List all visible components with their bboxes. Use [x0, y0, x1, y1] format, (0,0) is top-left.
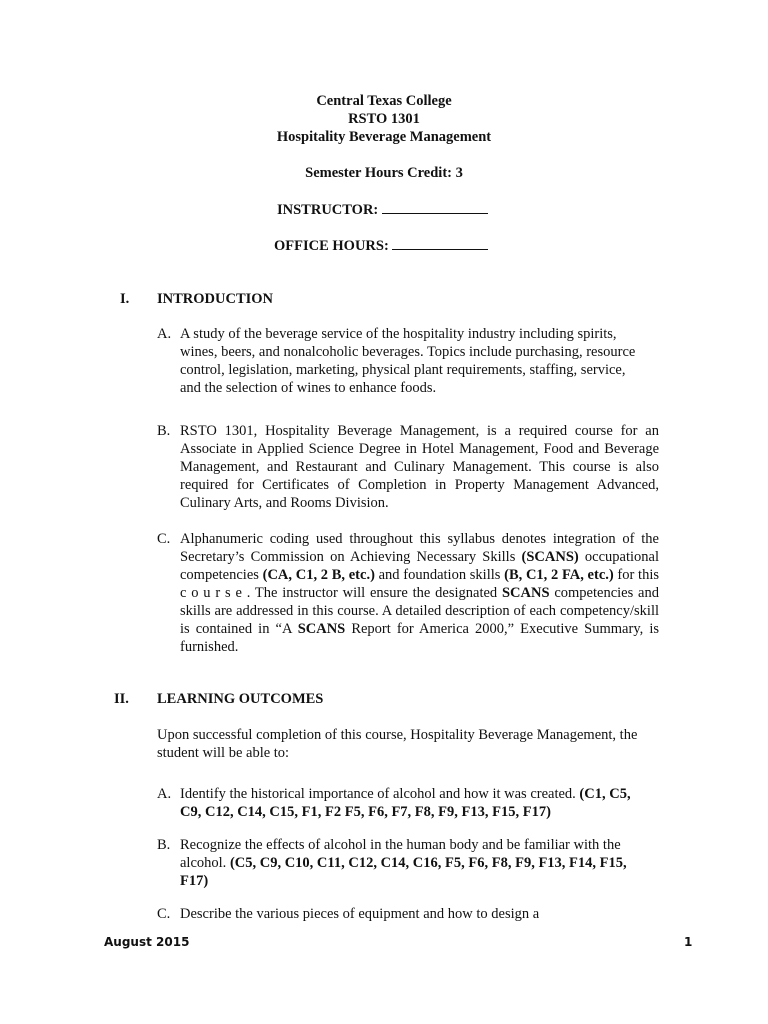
outcome-item-a	[157, 785, 632, 821]
course-title: Hospitality Beverage Management	[276, 129, 492, 145]
intro-c-code-2: (B, C1, 2 FA, etc.)	[504, 567, 614, 583]
intro-item-b-text: RSTO 1301, Hospitality Beverage Management, is a required course for an Associate in Applied Science Degree in Hotel Management, Food and Beverage Management, and Restaurant and Culinary Management. This course is also required for Certificates of Completion in Property Management Advanced, Culinary Arts, and Rooms Division.	[180, 423, 659, 511]
intro-item-b	[157, 422, 659, 512]
section-intro-title: INTRODUCTION	[157, 291, 274, 307]
outcome-item-b	[157, 836, 647, 890]
page-number: 1	[684, 935, 693, 949]
section-outcomes-numeral: II.	[114, 691, 129, 707]
office-hours-blank-line	[392, 236, 488, 250]
intro-c-scans-3: SCANS	[297, 621, 346, 637]
outcomes-intro: Upon successful completion of this course, Hospitality Beverage Management, the student will be able to:	[157, 727, 638, 761]
instructor-field	[277, 200, 488, 219]
outcome-a-description: Identify the historical importance of alcohol and how it was created.	[180, 786, 580, 802]
section-outcomes-title: LEARNING OUTCOMES	[157, 691, 324, 707]
section-intro-numeral: I.	[120, 291, 130, 307]
course-code: RSTO 1301	[348, 111, 420, 127]
intro-item-b-label: B.	[157, 423, 171, 439]
intro-item-c-label: C.	[157, 531, 171, 547]
outcome-b-description: Recognize the effects of alcohol in the human body and be familiar with the alcohol.	[180, 837, 621, 871]
intro-item-c-text	[180, 530, 659, 656]
intro-item-a	[157, 325, 647, 397]
intro-item-a-label: A.	[157, 326, 172, 342]
office-hours-label: OFFICE HOURS:	[274, 238, 389, 254]
outcome-item-a-label: A.	[157, 786, 172, 802]
outcome-item-a-text	[180, 785, 632, 821]
intro-c-text-11: Report for America 2000,” Executive Summary, is furnished.	[180, 621, 659, 655]
intro-c-scans-2: SCANS	[501, 585, 550, 601]
intro-item-a-text: A study of the beverage service of the hospitality industry including spirits, wines, beers, and nonalcoholic beverages. Topics include purchasing, resource control, legislation, marketing, physical plant requirements, staffing, service, and the selection of wines to enhance foods.	[180, 326, 636, 396]
instructor-label: INSTRUCTOR:	[277, 202, 379, 218]
intro-c-text-9: competencies and skills are addressed in this course. A detailed description of each competency/skill is contained in “A	[180, 585, 659, 637]
intro-c-text-1: Alphanumeric coding used throughout this syllabus denotes integration of the Secretary’s Commission on Achieving Necessary Skills	[180, 531, 659, 565]
credit-hours: Semester Hours Credit: 3	[305, 165, 463, 181]
outcome-item-c-text: Describe the various pieces of equipment and how to design a	[180, 906, 540, 922]
intro-c-text-7: for this c o u r s e . The instructor will ensure the designated	[180, 567, 659, 601]
intro-c-scans-1: (SCANS)	[521, 549, 579, 565]
footer-date: August 2015	[104, 935, 190, 949]
intro-c-code-1: (CA, C1, 2 B, etc.)	[262, 567, 375, 583]
office-hours-field	[274, 236, 488, 255]
instructor-blank-line	[382, 200, 488, 214]
outcome-a-codes: (C1, C5, C9, C12, C14, C15, F1, F2 F5, F6, F7, F8, F9, F13, F15, F17)	[180, 786, 631, 820]
outcome-item-b-label: B.	[157, 837, 171, 853]
intro-item-c	[157, 530, 659, 656]
outcome-item-c	[157, 905, 647, 923]
outcome-item-b-text	[180, 836, 647, 890]
college-name: Central Texas College	[316, 93, 452, 109]
intro-c-text-5: and foundation skills	[374, 567, 505, 583]
outcome-item-c-label: C.	[157, 906, 171, 922]
intro-c-text-3: occupational competencies	[180, 549, 659, 583]
outcome-b-codes: (C5, C9, C10, C11, C12, C14, C16, F5, F6, F8, F9, F13, F14, F15, F17)	[180, 855, 627, 889]
